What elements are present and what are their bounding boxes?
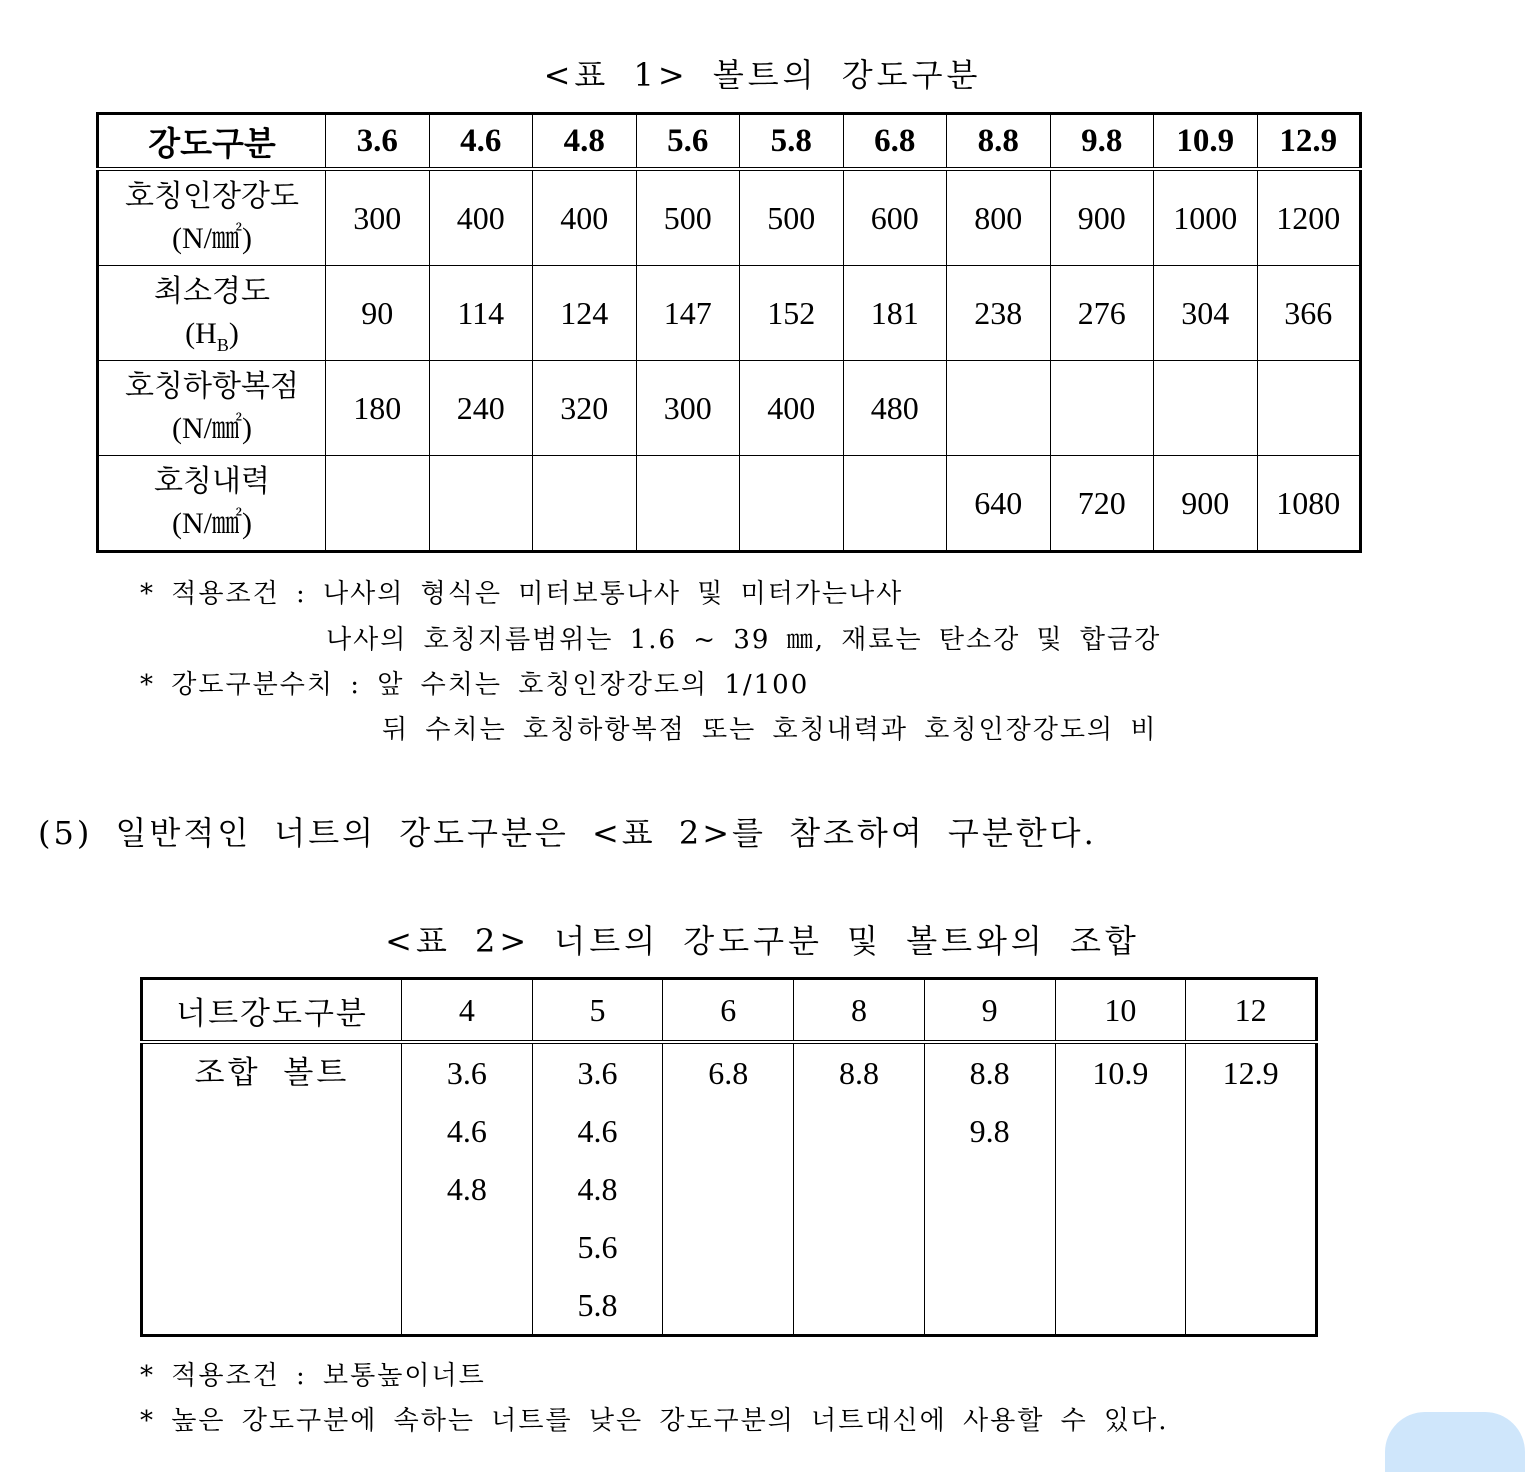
bolt-grade-value: 5.6 <box>577 1229 618 1265</box>
nut-strength-table <box>140 977 1318 1337</box>
table1-header-row <box>98 114 1361 170</box>
table1-cell: 400 <box>533 169 637 266</box>
bolt-grade-value: 4.6 <box>577 1113 618 1149</box>
unit-prefix: (N/㎟) <box>172 222 252 255</box>
table2-nut-grade-header: 12 <box>1186 979 1317 1043</box>
table1-cell: 304 <box>1154 266 1258 361</box>
bolt-grade-value: 3.6 <box>446 1055 487 1091</box>
table1-cell: 240 <box>429 361 533 456</box>
table1-cell: 152 <box>740 266 844 361</box>
table1-cell <box>947 361 1051 456</box>
table1-cell: 147 <box>636 266 740 361</box>
table2-nut-grade-header: 5 <box>532 979 663 1043</box>
table2-row-label: 조합 볼트 <box>194 1055 350 1091</box>
table2-combination-cell <box>924 1042 1055 1336</box>
bolt-strength-table <box>96 112 1362 553</box>
table1-note-4: 뒤 수치는 호칭하항복점 또는 호칭내력과 호칭인장강도의 비 <box>382 715 1158 745</box>
table1-cell: 124 <box>533 266 637 361</box>
table2-note-1: * 적용조건 : 보통높이너트 <box>140 1361 486 1391</box>
table1-cell: 300 <box>326 169 430 266</box>
table1-cell: 900 <box>1154 456 1258 552</box>
table1-grade-header: 4.8 <box>533 114 637 170</box>
table2-header-label: 너트강도구분 <box>142 979 402 1043</box>
table2-combination-cell <box>1055 1042 1186 1336</box>
bolt-grade-value: 9.8 <box>969 1113 1010 1149</box>
corner-chat-bubble[interactable] <box>1385 1412 1525 1472</box>
table1-cell: 500 <box>740 169 844 266</box>
table1-cell <box>429 456 533 552</box>
table2-combination-cell <box>1186 1042 1317 1336</box>
unit-subscript: B <box>216 335 229 355</box>
table2-caption: <표 2> 너트의 강도구분 및 볼트와의 조합 <box>385 922 1140 960</box>
table1-grade-header: 3.6 <box>326 114 430 170</box>
table1-cell <box>326 456 430 552</box>
table2-nut-grade-header: 4 <box>402 979 533 1043</box>
table1-cell <box>1154 361 1258 456</box>
table1-grade-header: 10.9 <box>1154 114 1258 170</box>
table1-grade-header: 5.6 <box>636 114 740 170</box>
table1-header-label: 강도구분 <box>98 114 326 170</box>
table2-row-label-cell <box>142 1042 402 1336</box>
table1-cell <box>740 456 844 552</box>
table1-grade-header: 5.8 <box>740 114 844 170</box>
table1-row <box>98 456 1361 552</box>
table2-combination-cell <box>402 1042 533 1336</box>
bolt-grade-value: 12.9 <box>1222 1055 1279 1091</box>
table1-cell: 180 <box>326 361 430 456</box>
table1-cell <box>843 456 947 552</box>
table2-combination-cell <box>532 1042 663 1336</box>
table1-cell: 900 <box>1050 169 1154 266</box>
row-unit-text <box>99 503 325 545</box>
bolt-grade-value: 10.9 <box>1092 1055 1149 1091</box>
table1-row-label <box>98 266 326 361</box>
table2-nut-grade-header: 8 <box>794 979 925 1043</box>
table1-row <box>98 169 1361 266</box>
table1-cell: 90 <box>326 266 430 361</box>
table2-nut-grade-header: 10 <box>1055 979 1186 1043</box>
table2-header-row <box>142 979 1317 1043</box>
table2-combination-row <box>142 1042 1317 1336</box>
table2-nut-grade-header: 9 <box>924 979 1055 1043</box>
row-label-text: 호칭인장강도 <box>125 179 299 214</box>
table1-cell: 480 <box>843 361 947 456</box>
bolt-grade-value: 8.8 <box>838 1055 879 1091</box>
row-unit-text <box>99 313 325 355</box>
row-unit-text <box>99 408 325 450</box>
table1-cell <box>1050 361 1154 456</box>
table1-cell <box>1257 361 1361 456</box>
table1-note-2: 나사의 호칭지름범위는 1.6 ~ 39 ㎜, 재료는 탄소강 및 합금강 <box>326 625 1162 655</box>
table1-note-1: * 적용조건 : 나사의 형식은 미터보통나사 및 미터가는나사 <box>140 579 904 609</box>
table1-cell: 1080 <box>1257 456 1361 552</box>
table2-combination-cell <box>663 1042 794 1336</box>
table1-grade-header: 6.8 <box>843 114 947 170</box>
unit-prefix: (N/㎟) <box>172 507 252 540</box>
row-unit-text <box>99 218 325 260</box>
table1-row-label <box>98 169 326 266</box>
unit-suffix: ) <box>228 317 239 350</box>
table1-cell: 640 <box>947 456 1051 552</box>
table1-row <box>98 361 1361 456</box>
table1-cell: 238 <box>947 266 1051 361</box>
bolt-grade-value: 6.8 <box>708 1055 749 1091</box>
table1-note-3: * 강도구분수치 : 앞 수치는 호칭인장강도의 1/100 <box>140 670 810 700</box>
table2-note-2: * 높은 강도구분에 속하는 너트를 낮은 강도구분의 너트대신에 사용할 수 있다. <box>140 1406 1169 1436</box>
table1-caption: <표 1> 볼트의 강도구분 <box>543 56 982 94</box>
table1-cell <box>533 456 637 552</box>
table1-cell: 181 <box>843 266 947 361</box>
table1-row-label <box>98 456 326 552</box>
table1-row-label <box>98 361 326 456</box>
bolt-grade-value: 4.6 <box>446 1113 487 1149</box>
table1-cell: 320 <box>533 361 637 456</box>
table1-cell: 366 <box>1257 266 1361 361</box>
bolt-grade-value: 8.8 <box>969 1055 1010 1091</box>
section-paragraph: (5) 일반적인 너트의 강도구분은 <표 2>를 참조하여 구분한다. <box>38 814 1097 852</box>
table1-row <box>98 266 1361 361</box>
bolt-grade-value: 3.6 <box>577 1055 618 1091</box>
table1-cell: 114 <box>429 266 533 361</box>
unit-prefix: (H <box>185 317 217 350</box>
table2-combination-cell <box>794 1042 925 1336</box>
bolt-grade-value: 5.8 <box>577 1287 618 1323</box>
table1-cell: 300 <box>636 361 740 456</box>
table1-cell: 1200 <box>1257 169 1361 266</box>
table2-nut-grade-header: 6 <box>663 979 794 1043</box>
row-label-text: 최소경도 <box>154 274 270 309</box>
table1-grade-header: 4.6 <box>429 114 533 170</box>
table1-cell: 400 <box>740 361 844 456</box>
table1-cell: 800 <box>947 169 1051 266</box>
table1-grade-header: 12.9 <box>1257 114 1361 170</box>
table1-cell: 276 <box>1050 266 1154 361</box>
table1-cell: 600 <box>843 169 947 266</box>
table1-cell <box>636 456 740 552</box>
table1-cell: 1000 <box>1154 169 1258 266</box>
table1-grade-header: 8.8 <box>947 114 1051 170</box>
table1-cell: 500 <box>636 169 740 266</box>
bolt-grade-value: 4.8 <box>446 1171 487 1207</box>
bolt-grade-value: 4.8 <box>577 1171 618 1207</box>
row-label-text: 호칭하항복점 <box>125 369 299 404</box>
unit-prefix: (N/㎟) <box>172 412 252 445</box>
row-label-text: 호칭내력 <box>154 464 270 499</box>
table1-cell: 400 <box>429 169 533 266</box>
table1-cell: 720 <box>1050 456 1154 552</box>
table1-grade-header: 9.8 <box>1050 114 1154 170</box>
